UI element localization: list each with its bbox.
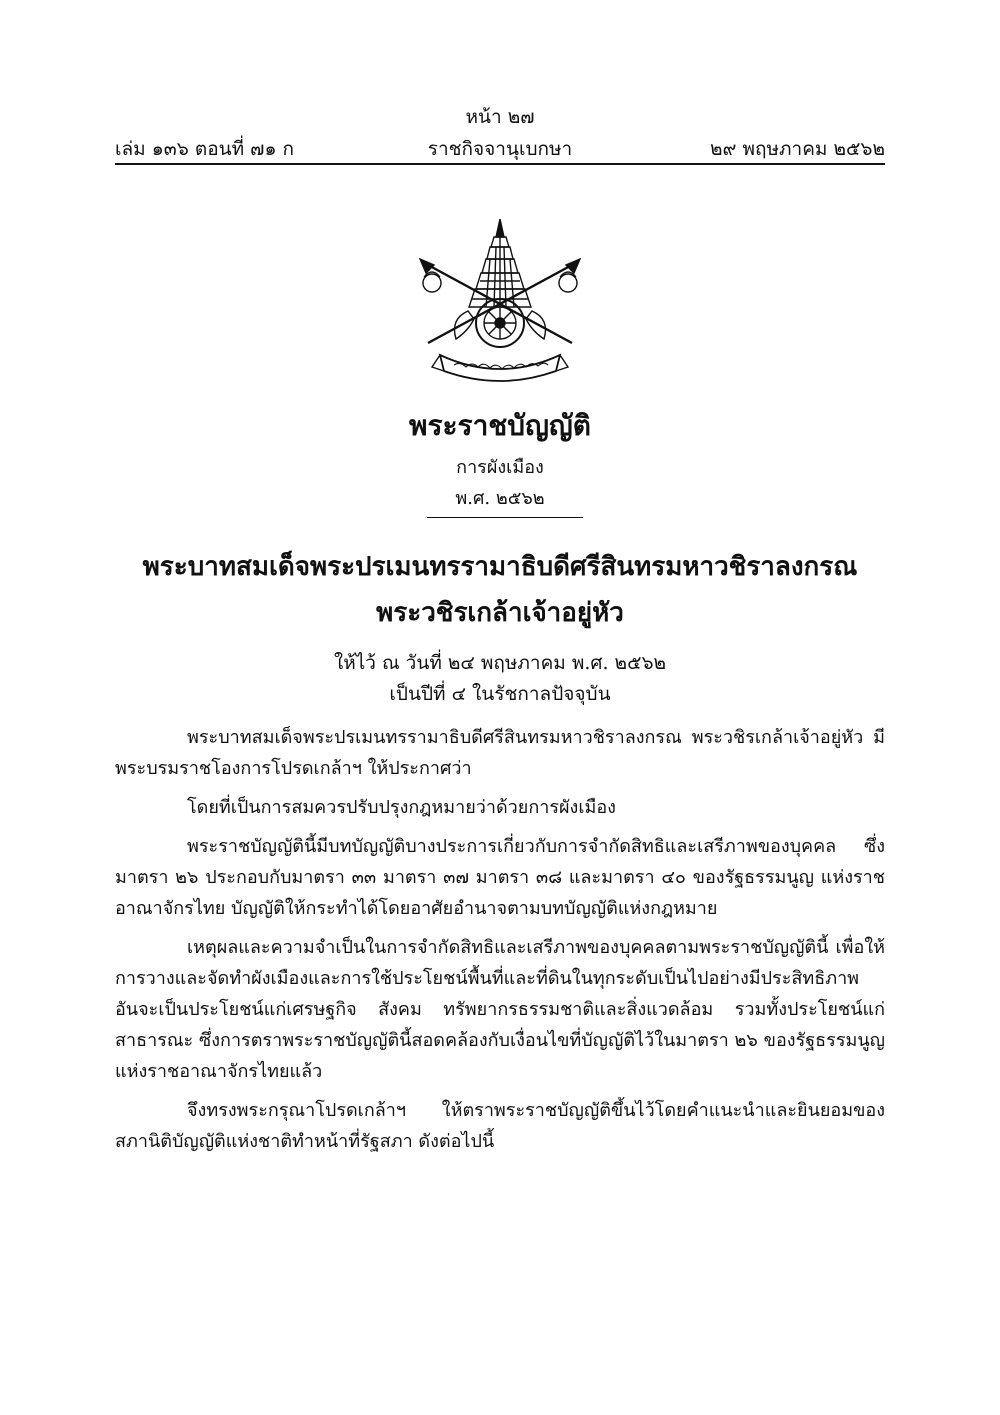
preamble-paragraph-1: พระบาทสมเด็จพระปรเมนทรรามาธิบดีศรีสินทรมหาวชิราลงกรณ พระวชิรเกล้าเจ้าอยู่หัว มีพระบรมราชโองการโปรดเกล้าฯ ให้ประกาศว่า [115, 727, 885, 779]
king-name-line-1: พระบาทสมเด็จพระปรเมนทรรามาธิบดีศรีสินทรมหาวชิราลงกรณ [142, 552, 858, 582]
king-name-line-2: พระวชิรเกล้าเจ้าอยู่หัว [376, 598, 624, 628]
publication-date: ๒๙ พฤษภาคม ๒๕๖๒ [710, 138, 885, 160]
preamble-paragraph-4: เหตุผลและความจำเป็นในการจำกัดสิทธิและเสรีภาพของบุคคลตามพระราชบัญญัตินี้ เพื่อให้ การวางและจัดทำผังเมืองและการใช้ประโยชน์พื้นที่และที่ดินในทุกระดับเป็นไปอย่างมีประสิทธิภาพ อันจะเป็นประโยชน์แก่เศรษฐกิจ สังคม ทรัพยากรธรรมชาติและสิ่งแวดล้อม รวมทั้งประโยชน์แก่ สาธารณะ ซึ่งการตราพระราชบัญญัตินี้สอดคล้องกับเงื่อนไขที่บัญญัติไว้ในมาตรา ๒๖ ของรัฐธรรมนูญ แห่งราชอาณาจักรไทยแล้ว [115, 937, 885, 1082]
title-divider [427, 517, 583, 518]
gazette-header [115, 134, 885, 162]
royal-garuda-emblem [410, 215, 590, 385]
volume-issue: เล่ม ๑๓๖ ตอนที่ ๗๑ ก [115, 138, 295, 160]
given-date: ให้ไว้ ณ วันที่ ๒๔ พฤษภาคม พ.ศ. ๒๕๖๒ [333, 652, 667, 674]
preamble-paragraph-3: พระราชบัญญัตินี้มีบทบัญญัติบางประการเกี่ยวกับการจำกัดสิทธิและเสรีภาพของบุคคล ซึ่งมาตรา ๒๖ ประกอบกับมาตรา ๓๓ มาตรา ๓๗ มาตรา ๓๘ และมาตรา ๔๐ ของรัฐธรรมนูญ แห่งราชอาณาจักรไทย บัญญัติให้กระทำได้โดยอาศัยอำนาจตามบทบัญญัติแห่งกฎหมาย [115, 836, 885, 919]
gazette-name: ราชกิจจานุเบกษา [427, 138, 573, 160]
page-number: หน้า ๒๗ [465, 106, 535, 128]
header-divider [115, 163, 885, 165]
act-title: พระราชบัญญัติ [409, 409, 591, 442]
preamble-paragraph-5: จึงทรงพระกรุณาโปรดเกล้าฯ ให้ตราพระราชบัญญัติขึ้นไว้โดยคำแนะนำและยินยอมของ สภานิติบัญญัติแห่งชาติทำหน้าที่รัฐสภา ดังต่อไปนี้ [115, 1100, 885, 1152]
act-year: พ.ศ. ๒๕๖๒ [455, 488, 545, 509]
preamble-paragraph-2: โดยที่เป็นการสมควรปรับปรุงกฎหมายว่าด้วยการผังเมือง [187, 797, 616, 818]
reign-year: เป็นปีที่ ๔ ในรัชกาลปัจจุบัน [389, 683, 611, 705]
act-subject: การผังเมือง [456, 457, 544, 478]
preamble-body [115, 722, 885, 1165]
